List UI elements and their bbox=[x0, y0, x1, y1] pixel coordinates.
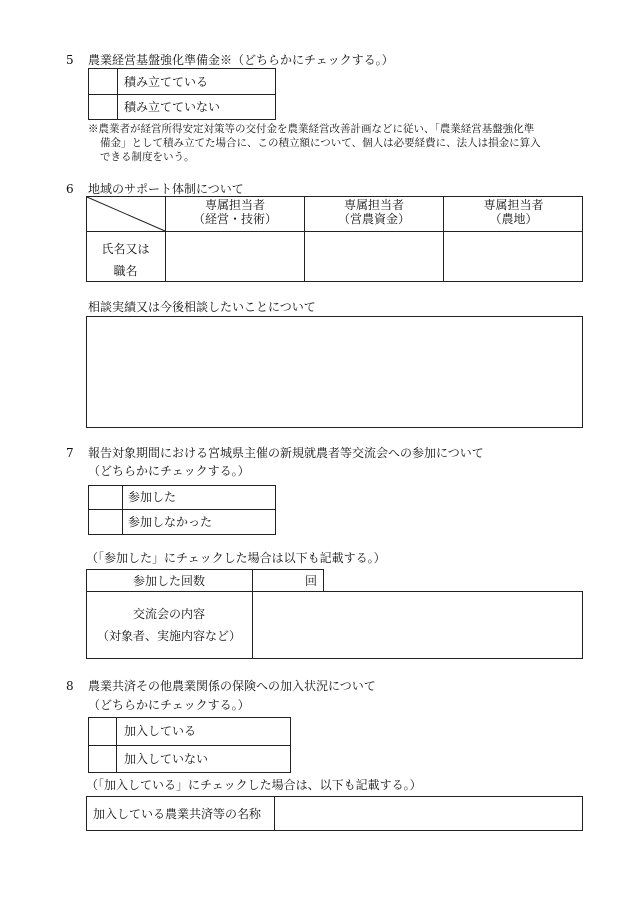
section-5-check-accumulating[interactable] bbox=[89, 69, 117, 94]
section-7-title: 報告対象期間における宮城県主催の新規就農者等交流会への参加について bbox=[88, 446, 484, 460]
section-7-option-not-attended: 参加しなかった bbox=[128, 515, 213, 529]
insurance-name-label: 加入している農業共済等の名称 bbox=[93, 807, 262, 821]
input-staff-farmland[interactable] bbox=[444, 232, 583, 281]
header-management-tech: 専属担当者 （経営・技術） bbox=[192, 198, 277, 226]
consultation-textarea[interactable] bbox=[86, 316, 583, 428]
section-5-number: 5 bbox=[66, 53, 74, 67]
input-staff-management-tech[interactable] bbox=[166, 232, 304, 281]
section-5-note-line-2: 備金」として積み立てた場合に、この積立額について、個人は必要経費に、法人は損金に算入 bbox=[100, 137, 541, 149]
section-6-title: 地域のサポート体制について bbox=[88, 182, 244, 196]
section-8-option-not-enrolled: 加入していない bbox=[124, 752, 209, 766]
section-6-number: 6 bbox=[66, 182, 74, 196]
section-7-check-attended[interactable] bbox=[89, 486, 122, 509]
section-7-condition-note: （「参加した」にチェックした場合は以下も記載する。） bbox=[86, 551, 386, 565]
row-label-name-or-title: 氏名又は 職名 bbox=[101, 242, 150, 278]
section-8-title: 農業共済その他農業関係の保険への加入状況について bbox=[88, 679, 376, 693]
section-5-option-accumulating: 積み立てている bbox=[124, 75, 209, 89]
section-5-title: 農業経営基盤強化準備金※（どちらかにチェックする。） bbox=[88, 53, 394, 67]
section-7-subtitle: （どちらかにチェックする。） bbox=[88, 464, 250, 478]
input-staff-farming-funds[interactable] bbox=[305, 232, 443, 281]
event-content-input[interactable] bbox=[253, 592, 582, 658]
section-8-condition-note: （「加入している」にチェックした場合は、以下も記載する。） bbox=[86, 778, 422, 792]
section-8-option-enrolled: 加入している bbox=[124, 724, 197, 738]
section-5-note-line-1: ※農業者が経営所得安定対策等の交付金を農業経営改善計画などに従い、「農業経営基盤強化準 bbox=[88, 123, 535, 135]
section-7-number: 7 bbox=[66, 446, 74, 460]
section-8-number: 8 bbox=[66, 679, 74, 693]
section-8-check-not-enrolled[interactable] bbox=[89, 746, 116, 772]
section-7-option-attended: 参加した bbox=[128, 490, 177, 504]
section-8-check-enrolled[interactable] bbox=[89, 718, 116, 745]
header-farmland: 専属担当者 （農地） bbox=[483, 198, 544, 226]
attendance-count-unit: 回 bbox=[305, 574, 318, 588]
section-5-check-not-accumulating[interactable] bbox=[89, 95, 117, 119]
support-table-diagonal bbox=[86, 196, 166, 232]
insurance-name-input[interactable] bbox=[275, 797, 582, 830]
attendance-count-label: 参加した回数 bbox=[132, 574, 205, 588]
header-farming-funds: 専属担当者 （営農資金） bbox=[337, 198, 410, 226]
section-5-option-not-accumulating: 積み立てていない bbox=[124, 100, 221, 114]
section-5-note-line-3: できる制度をいう。 bbox=[100, 151, 195, 163]
attendance-count-input[interactable] bbox=[253, 570, 303, 591]
event-content-label: 交流会の内容 （対象者、実施内容など） bbox=[96, 607, 241, 643]
consultation-label: 相談実績又は今後相談したいことについて bbox=[88, 300, 316, 314]
section-8-subtitle: （どちらかにチェックする。） bbox=[88, 698, 250, 712]
section-7-check-not-attended[interactable] bbox=[89, 510, 122, 534]
